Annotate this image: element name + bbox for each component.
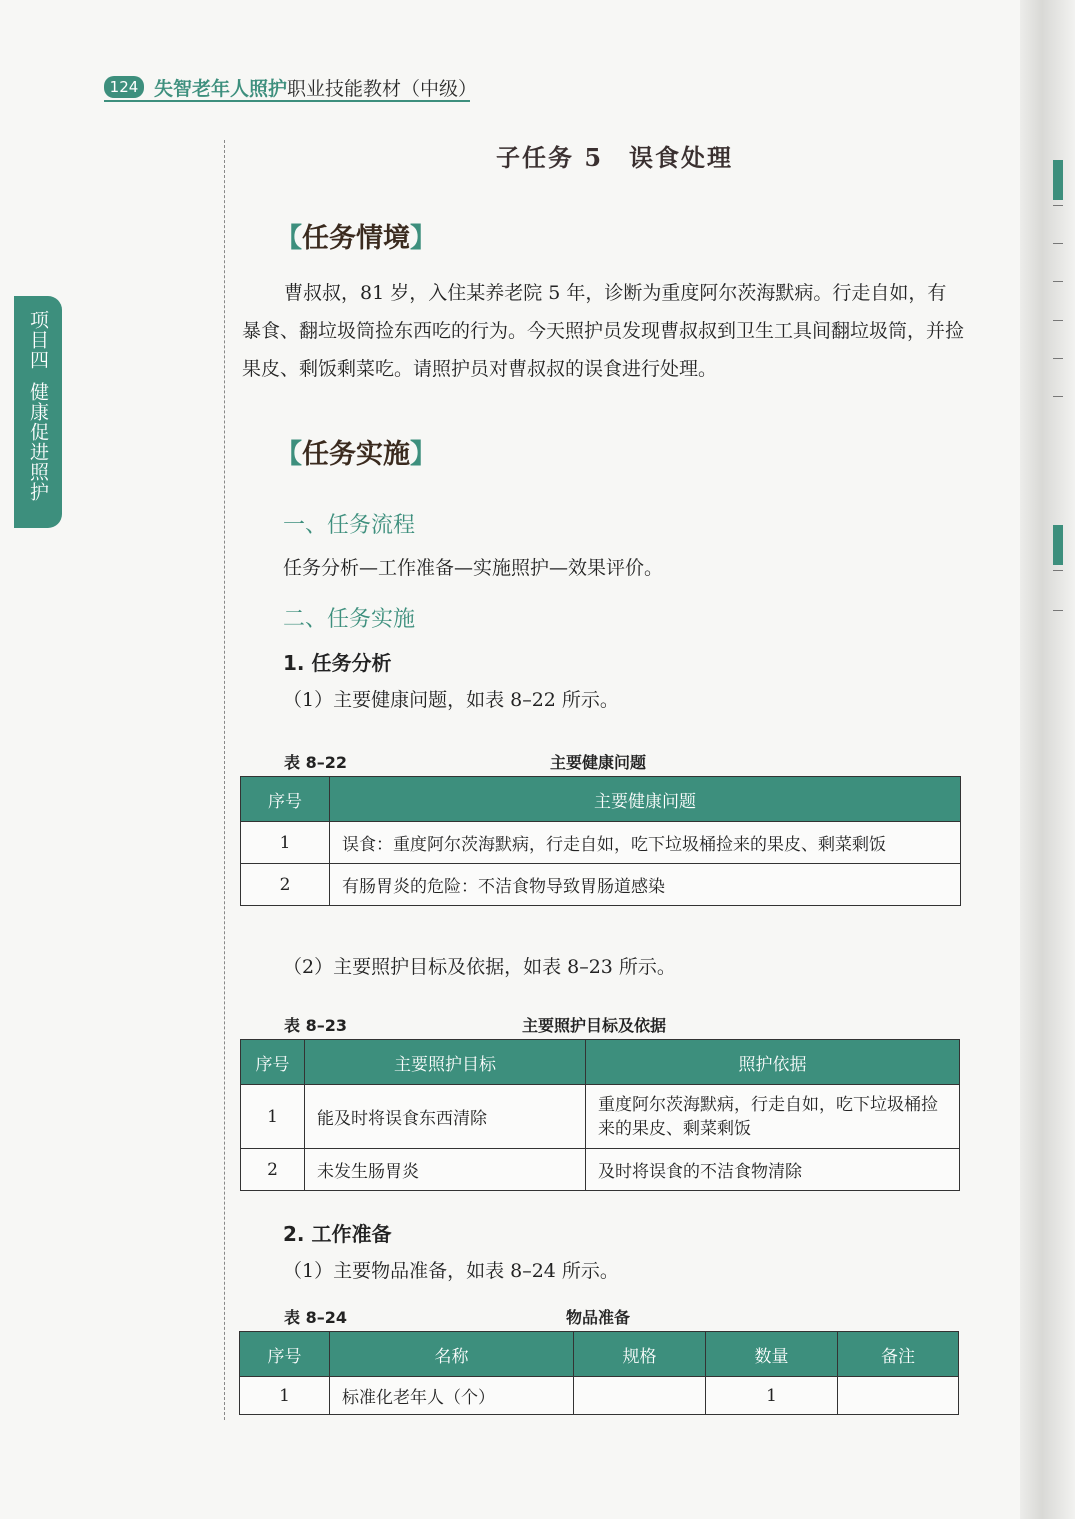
table-cell bbox=[574, 1377, 706, 1415]
table-cell: 2 bbox=[241, 1149, 305, 1191]
side-tab-project: 项目四 bbox=[27, 310, 49, 370]
table-header: 序号 bbox=[240, 1332, 330, 1377]
table-cell: 有肠胃炎的危险：不洁食物导致胃肠道感染 bbox=[330, 864, 961, 906]
table-row bbox=[241, 864, 961, 906]
table-cell: 1 bbox=[706, 1377, 838, 1415]
flow-heading: 一、任务流程 bbox=[283, 513, 416, 538]
table-8-24 bbox=[239, 1331, 959, 1415]
table-cell: 标准化老年人（个） bbox=[330, 1377, 574, 1415]
table-8-22-caption: 主要健康问题 bbox=[550, 753, 647, 772]
table-header: 数量 bbox=[706, 1332, 838, 1377]
subtask-title: 子任务 5 误食处理 bbox=[496, 143, 734, 172]
table-header: 序号 bbox=[241, 1040, 305, 1085]
side-tab-topic: 健康促进照护 bbox=[27, 382, 49, 502]
prep-heading: 2. 工作准备 bbox=[283, 1222, 392, 1246]
table-cell: 1 bbox=[241, 822, 330, 864]
table-8-23 bbox=[240, 1039, 960, 1191]
table-cell: 重度阿尔茨海默病，行走自如，吃下垃圾桶捡来的果皮、剩菜剩饭 bbox=[586, 1085, 960, 1149]
table-cell: 1 bbox=[240, 1377, 330, 1415]
margin-dashed-line bbox=[224, 140, 225, 1420]
table-header: 照护依据 bbox=[586, 1040, 960, 1085]
table-row bbox=[241, 1085, 960, 1149]
table-row bbox=[241, 822, 961, 864]
table-8-22 bbox=[240, 776, 961, 906]
table-header: 序号 bbox=[241, 777, 330, 822]
table-header: 名称 bbox=[330, 1332, 574, 1377]
table-header: 主要照护目标 bbox=[305, 1040, 586, 1085]
table-cell: 未发生肠胃炎 bbox=[305, 1149, 586, 1191]
edge-tab bbox=[1053, 525, 1063, 565]
edge-tab bbox=[1053, 160, 1063, 200]
table-8-23-label: 表 8–23 bbox=[284, 1016, 347, 1035]
table-cell: 1 bbox=[241, 1085, 305, 1149]
table-row bbox=[241, 1149, 960, 1191]
table-cell: 误食：重度阿尔茨海默病，行走自如，吃下垃圾桶捡来的果皮、剩菜剩饭 bbox=[330, 822, 961, 864]
page-edge bbox=[1020, 0, 1075, 1519]
table-cell: 能及时将误食东西清除 bbox=[305, 1085, 586, 1149]
side-chapter-tab bbox=[14, 296, 62, 528]
analysis-heading: 1. 任务分析 bbox=[283, 651, 392, 675]
item2-text: （2）主要照护目标及依据，如表 8–23 所示。 bbox=[283, 956, 676, 978]
impl-heading: 二、任务实施 bbox=[283, 607, 416, 632]
book-title: 失智老年人照护职业技能教材（中级） bbox=[154, 78, 478, 100]
table-cell: 及时将误食的不洁食物清除 bbox=[586, 1149, 960, 1191]
table-8-24-label: 表 8–24 bbox=[284, 1308, 347, 1327]
running-header bbox=[104, 76, 478, 102]
item3-text: （1）主要物品准备，如表 8–24 所示。 bbox=[283, 1260, 619, 1282]
scenario-paragraph: 曹叔叔，81 岁，入住某养老院 5 年，诊断为重度阿尔茨海默病。行走自如，有暴食、翻垃圾筒捡东西吃的行为。今天照护员发现曹叔叔到卫生工具间翻垃圾筒，并捡果皮、剩饭剩菜吃。请照护员对曹叔叔的误食进行处理。 bbox=[242, 282, 965, 380]
table-8-23-caption: 主要照护目标及依据 bbox=[522, 1016, 667, 1035]
table-header: 规格 bbox=[574, 1332, 706, 1377]
table-cell bbox=[838, 1377, 959, 1415]
table-header: 备注 bbox=[838, 1332, 959, 1377]
page-number: 124 bbox=[104, 76, 144, 98]
table-8-24-caption: 物品准备 bbox=[566, 1308, 631, 1327]
section-heading-implementation: 【任务实施】 bbox=[275, 439, 437, 470]
section-heading-scenario: 【任务情境】 bbox=[275, 223, 437, 254]
item1-text: （1）主要健康问题，如表 8–22 所示。 bbox=[283, 689, 619, 711]
table-8-22-label: 表 8–22 bbox=[284, 753, 347, 772]
table-row bbox=[240, 1377, 959, 1415]
table-cell: 2 bbox=[241, 864, 330, 906]
table-header: 主要健康问题 bbox=[330, 777, 961, 822]
flow-text: 任务分析—工作准备—实施照护—效果评价。 bbox=[283, 557, 664, 579]
